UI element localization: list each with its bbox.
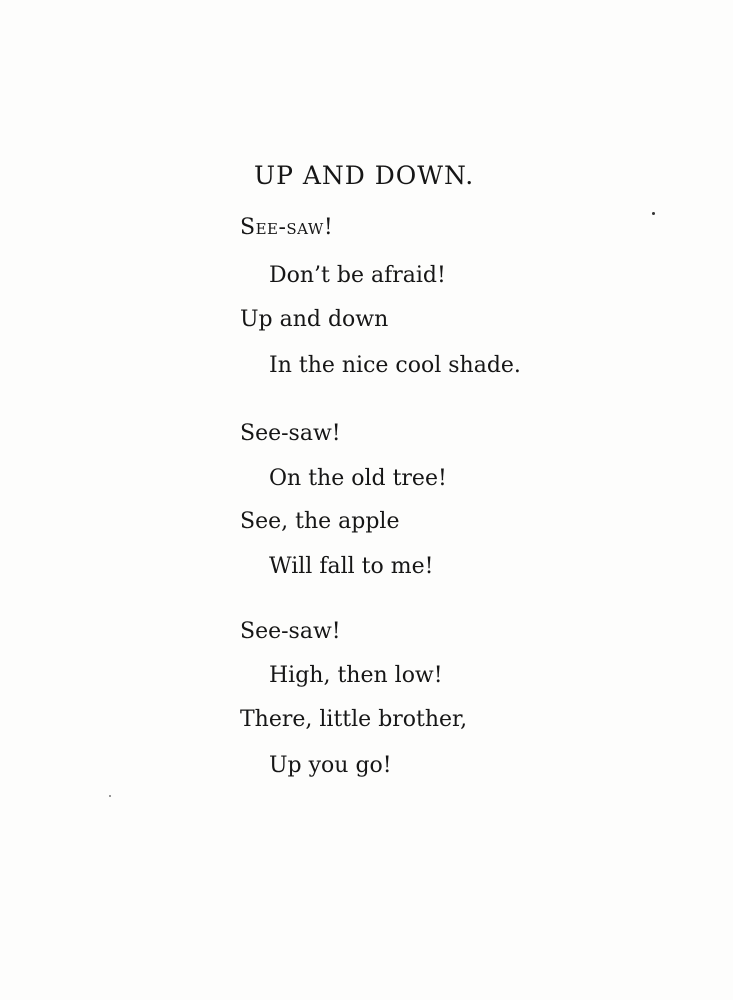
- first-punct: !: [323, 215, 333, 240]
- stanza-3-line-1: See-saw!: [240, 619, 341, 644]
- stanza-1-line-1: [240, 214, 333, 242]
- stanza-2-line-4: Will fall to me!: [269, 554, 434, 579]
- poem-title: UP AND DOWN.: [254, 161, 475, 190]
- stanza-2-line-2: On the old tree!: [269, 466, 447, 491]
- stanza-3-line-3: There, little brother,: [240, 707, 468, 732]
- stanza-2-line-1: See-saw!: [240, 421, 341, 446]
- first-word: See-saw: [240, 215, 324, 240]
- paper-speck: [109, 795, 111, 797]
- stanza-1-line-2: Don’t be afraid!: [269, 263, 446, 288]
- stanza-3-line-2: High, then low!: [269, 663, 443, 688]
- stanza-3-line-4: Up you go!: [269, 753, 392, 778]
- paper-speck: [652, 212, 655, 215]
- stanza-1-line-3: Up and down: [240, 307, 389, 332]
- stanza-2-line-3: See, the apple: [240, 509, 400, 534]
- stanza-1-line-4: In the nice cool shade.: [269, 353, 521, 378]
